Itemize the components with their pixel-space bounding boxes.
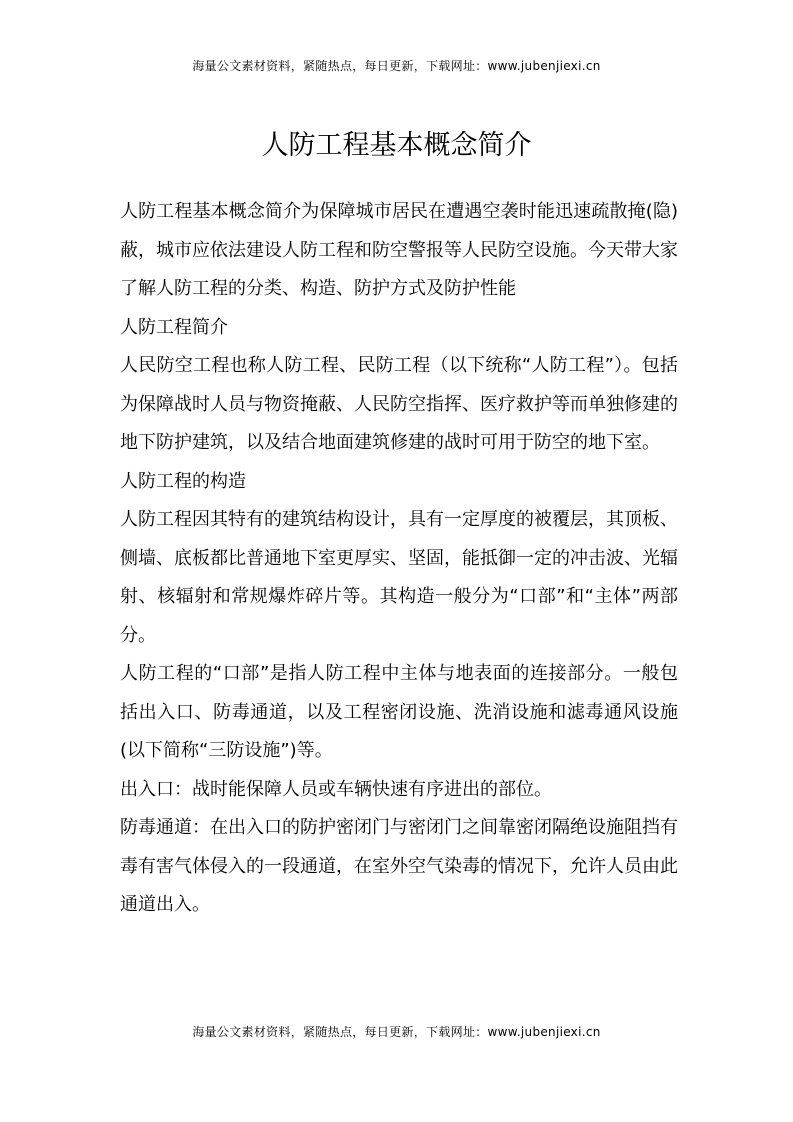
- document-body: [120, 193, 678, 925]
- paragraph-entrance: 出入口：战时能保障人员或车辆快速有序进出的部位。: [120, 778, 552, 800]
- page-header: 海量公文素材资料，紧随热点，每日更新，下载网址：www.jubenjiexi.cn: [192, 59, 601, 73]
- section-heading-structure: 人防工程的构造: [120, 470, 246, 492]
- paragraph-definition: 人民防空工程也称人防工程、民防工程（以下统称“人防工程”）。包括为保障战时人员与物资掩蔽、人民防空指挥、医疗救护等而单独修建的地下防护建筑，以及结合地面建筑修建的战时可用于防空的地下室。: [120, 355, 678, 453]
- paragraph-entrance-part: 人防工程的“口部”是指人防工程中主体与地表面的连接部分。一般包括出入口、防毒通道，以及工程密闭设施、洗消设施和滤毒通风设施(以下简称“三防设施”)等。: [120, 663, 678, 761]
- document-title: 人防工程基本概念简介: [261, 130, 532, 161]
- section-heading-intro: 人防工程简介: [120, 316, 228, 338]
- paragraph-structure: 人防工程因其特有的建筑结构设计，具有一定厚度的被覆层，其顶板、侧墙、底板都比普通地下室更厚实、坚固，能抵御一定的冲击波、光辐射、核辐射和常规爆炸碎片等。其构造一般分为“口部”和“主体”两部分。: [120, 509, 678, 646]
- page-footer: 海量公文素材资料，紧随热点，每日更新，下载网址：www.jubenjiexi.cn: [192, 1025, 601, 1039]
- intro-paragraph: 人防工程基本概念简介为保障城市居民在遭遇空袭时能迅速疏散掩(隐)蔽，城市应依法建设人防工程和防空警报等人民防空设施。今天带大家了解人防工程的分类、构造、防护方式及防护性能: [120, 201, 678, 299]
- paragraph-antigas-passage: 防毒通道：在出入口的防护密闭门与密闭门之间靠密闭隔绝设施阻挡有毒有害气体侵入的一段通道，在室外空气染毒的情况下，允许人员由此通道出入。: [120, 817, 678, 915]
